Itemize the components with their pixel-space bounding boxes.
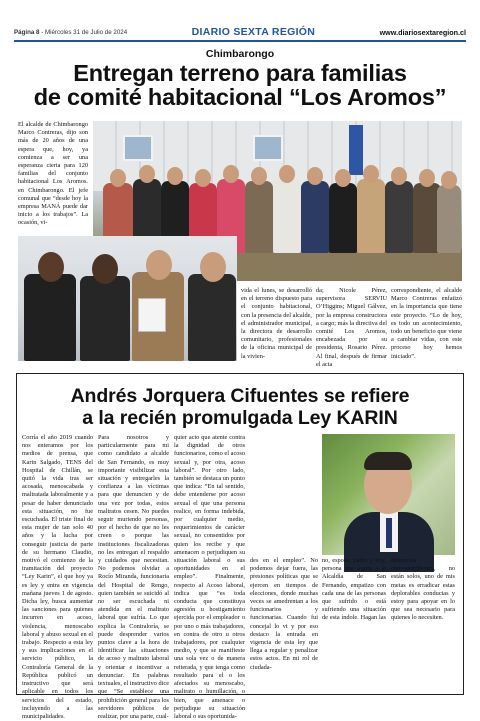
photo-window — [253, 135, 283, 161]
masthead-bar — [14, 26, 466, 38]
photo-head — [195, 169, 211, 187]
article2-column-2: Para nosotros y particularmente para mi como candidato a alcalde de San Fernando, es muy importante visibilizar esta situación y entregarles la confianza a las víctimas para que denuncien y de una vez por todas, estos maltratos cesen. No puedes seguir muriendo personas, por el hecho de que no les creen o porque las instituciones fiscalizadoras no les entregan el respaldo y cuidados que necesitan. No podemos olvidar a Rocío Miranda, funcionaria del Hospital de Rengo, quien también se suicidó al no ser escuchada ni atendida en el maltrato laboral que sufría. Lo que explica la Contraloría, se puede desprender varios puntos clave a la hora de identificar las situaciones de acoso y maltrato laboral y orientar e incentivar a denunciar. En palabras textuales, el instructivo dice que “Se establece una prohibición general para los servidores públicos de realizar, por una parte, cual- — [98, 434, 169, 720]
issue-date: - Miércoles 31 de Julio de 2024 — [41, 28, 128, 36]
photo-person — [357, 179, 385, 253]
photo-person — [245, 181, 273, 253]
page-date — [14, 29, 127, 36]
signed-document — [138, 298, 166, 332]
portrait-hair — [364, 452, 412, 470]
photo-head — [251, 167, 267, 185]
photo-person — [385, 181, 413, 253]
article1-column-2: vida el lunes, se desarrolló en el terreno dispuesto para el conjunto habitacional, con la presencia del alcalde, el administrador municipal, la directora de desarrollo comunitario, profesionales de la oficina municipal de la vivien- — [241, 287, 312, 360]
photo-window — [123, 135, 153, 161]
photo-head — [167, 167, 183, 185]
article1-column-3: da; Nicole Pérez, supervisora SERVIU O’Higgins; Miguel Gálvez, por la empresa constructora a cargo; más la directiva del comité Los Aromos, encabezada por su presidenta, Rosario Pérez. Al final, después de firmar el acta — [316, 287, 387, 368]
photo-person — [188, 274, 236, 361]
photo-head — [92, 254, 118, 284]
article2-column-3: quier acto que atente contra la dignidad de otros funcionarios, como el acoso sexual y, por otra, acoso laboral”. Por otro lado, también se destaca un punto que indica: “En tal sentido, debe entenderse por acoso sexual el que una persona realice, en forma indebida, por cualquier medio, requerimientos de carácter sexual, no consentidos por quien los recibe y que amenacen o perjudiquen su situación laboral o sus oportunidades en el empleo”. Finalmente, respecto al Acoso laboral, indica que “es toda conducta que constituya agresión u hostigamiento ejercida por el empleador o por uno o más trabajadores, en contra de otro u otros trabajadores, por cualquier medio, y que se manifieste una sola vez o de manera reiterada, y que tenga como resultado para el o los afectados su menoscabo, maltrato o humillación, o bien, que amenace o perjudique su situación laboral o sus oportunida- — [174, 434, 245, 720]
paper-name: DIARIO SEXTA REGIÓN — [191, 26, 316, 38]
photo-person — [273, 179, 301, 253]
article1-column-4: correspondiente, el alcalde Marco Contreras enfatizó en la importancia que tiene este proyecto. “Lo de hoy, es todo un acontecimiento, todo un beneficio que viene a cambiar vidas, con este proceso hoy hemos iniciado”. — [391, 287, 462, 360]
photo-head — [200, 252, 226, 282]
photo-head — [419, 169, 435, 187]
portrait-photo — [322, 434, 455, 555]
article1-headline-line1: Entregan terreno para familias — [73, 60, 407, 86]
page-number: Página 8 — [14, 28, 40, 36]
photo-head — [335, 169, 351, 187]
officials-photo — [18, 236, 237, 361]
website-link[interactable]: www.diariosextaregion.cl — [379, 27, 466, 37]
article1-headline — [0, 61, 480, 109]
photo-head — [139, 165, 155, 183]
portrait-tie — [386, 518, 392, 548]
photo-head — [223, 165, 239, 183]
photo-person — [24, 274, 76, 361]
article1-headline-line2: de comité habitacional “Los Aromos” — [33, 84, 447, 110]
photo-person — [80, 276, 130, 361]
photo-person — [301, 181, 329, 253]
photo-flag — [349, 125, 363, 175]
article2-column-4: des en el empleo”. No podemos dejar fuera, las presiones políticas que se ejercen en tiempos de elecciones, donde muchas veces se amedrentan a los funcionarios y funcionarias. Cuando fui concejal lo vi y por eso destaco la entrada en vigencia de esta ley que llega a regular y penalizar estos actos. En mi rol de ciudada- — [250, 557, 318, 671]
article2-headline — [0, 386, 480, 429]
photo-head — [279, 165, 295, 183]
photo-head — [363, 165, 379, 183]
photo-head — [38, 252, 64, 282]
article2-column-1: Corría el año 2019 cuando nos enteramos por los medios de prensa, que Karin Salgado, TENS del Hospital de Chillán, se quitó la vida tras ser acosada, menoscabada y maltratada laboralmente y a pesar de haber denunciado esta situación, no fue escuchada. El triste final de esta mujer de tan solo 40 años y la lucha por conseguir justicia de parte de su hermano Claudio, motivó el comienzo de la tramitación del proyecto “Ley Karin”, el que hoy ya es ley y entra en vigencia mañana jueves 1 de agosto. Dicha ley, busca aumentar las sanciones para quienes incurren en acoso, violencia, menoscabo laboral y abuso sexual en el trabajo. Respecto a esta ley y sus implicaciones en el servicio público, la Contraloría General de la República publicó un instructivo que será aplicable en todos los servicios del estado, incluyendo a las municipalidades. — [22, 434, 93, 720]
article2-headline-line2: a la recién promulgada Ley KARIN — [82, 406, 398, 429]
photo-head — [391, 167, 407, 185]
photo-person — [329, 183, 357, 253]
article2-headline-line1: Andrés Jorquera Cifuentes se refiere — [70, 385, 410, 407]
photo-person — [437, 185, 461, 253]
photo-head — [110, 169, 126, 187]
photo-head — [146, 250, 172, 280]
photo-head — [441, 171, 457, 189]
header-rule — [14, 40, 466, 42]
photo-head — [307, 167, 323, 185]
article1-column-1: El alcalde de Chimbarongo Marco Contreras, dijo son más de 20 años de una espera que, hoy, ya comienza a ser una esperanza cierta para 120 familias del conjunto habitacional Los Aromos. en Chimbarongo. El jefe comunal que “desde hoy la empresa MANÁ puede dar inicio a los trabajos”. La ocasión, vi- — [18, 121, 88, 227]
article1-kicker: Chimbarongo — [205, 48, 275, 60]
article2-column-5: no, esposo, padre y hoy, persona que aspira a la Alcaldía de San Fernando, empatizo con cada una de las personas que sufrido o está sufriendo una situación de esta índole. Hagan las denuncias correspondientes, no están solos, uno de mis metas es erradicar estas deplorables conductas y estoy para apoyar en lo que sea necesario para quienes lo necesiten. — [322, 557, 455, 622]
